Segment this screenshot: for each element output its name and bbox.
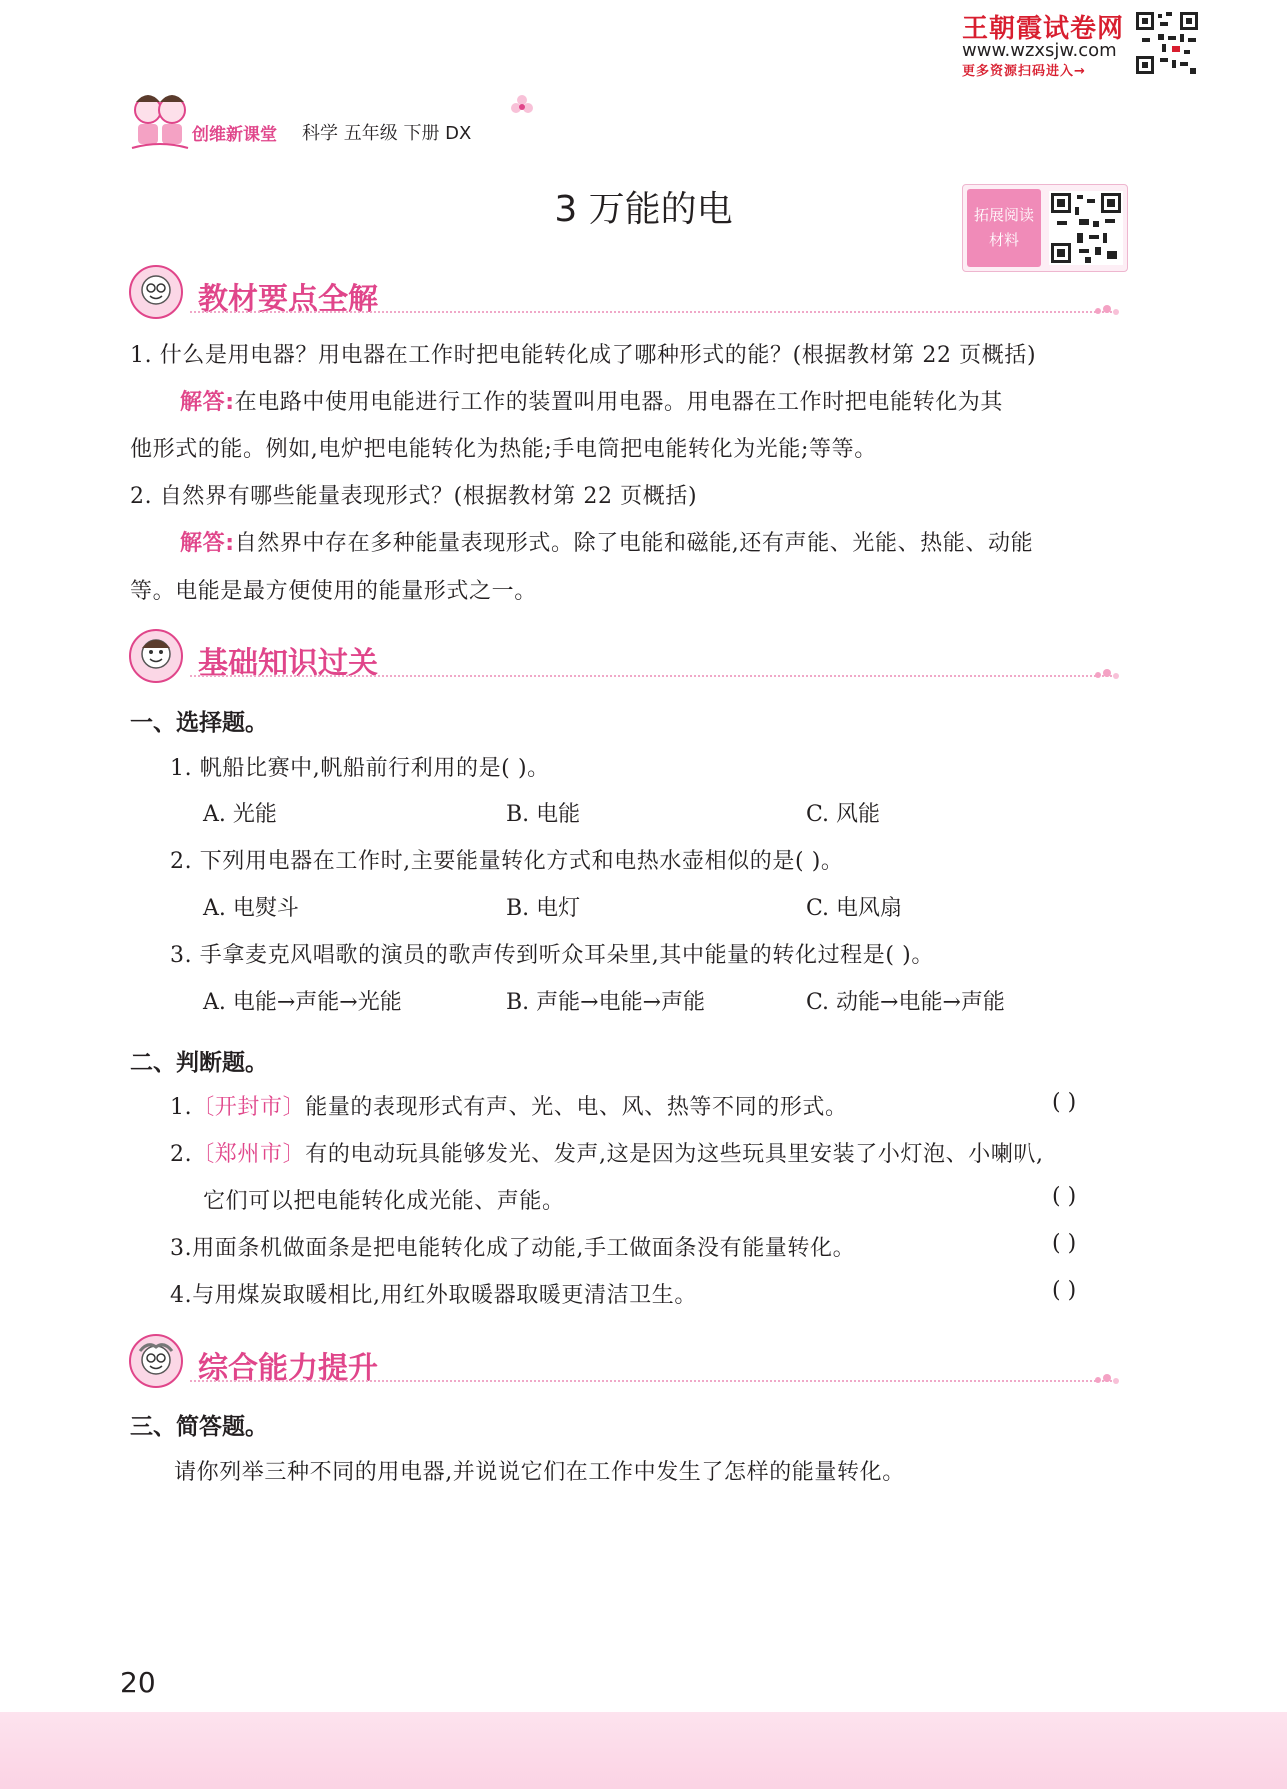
judge-heading: 二、判断题。: [130, 1050, 268, 1076]
section-divider: [190, 1380, 1116, 1382]
answer-text: 在电路中使用电能进行工作的装置叫用电器。用电器在工作时把电能转化为其: [234, 390, 1004, 415]
region-tag: 〔郑州市〕: [192, 1142, 306, 1167]
section-title: 综合能力提升: [198, 1351, 378, 1386]
footer-band: [0, 1712, 1287, 1789]
item-number: 2.: [170, 1142, 193, 1167]
judge-1-answer-blank[interactable]: ( ): [1052, 1090, 1077, 1115]
item-text: 与用煤炭取暖相比,用红外取暖器取暖更清洁卫生。: [192, 1283, 697, 1308]
dots-decoration-icon: [1092, 1373, 1122, 1387]
section-title: 基础知识过关: [198, 646, 378, 681]
short-answer-heading: 三、简答题。: [130, 1414, 268, 1440]
judge-item-4: [170, 1278, 697, 1309]
item-text: 能量的表现形式有声、光、电、风、热等不同的形式。: [305, 1095, 848, 1120]
section-title: 教材要点全解: [198, 282, 378, 317]
teacher-avatar-icon: [128, 264, 184, 320]
student-avatar-icon: [128, 628, 184, 684]
section-basics-header: [128, 628, 1116, 684]
key-point-answer-1-line-2: 他形式的能。例如,电炉把电能转化为热能;手电筒把电能转化为光能;等等。: [130, 437, 877, 462]
choice-2-option-b[interactable]: B. 电灯: [506, 896, 581, 921]
section-divider: [190, 675, 1116, 677]
choice-3-option-c[interactable]: C. 动能→电能→声能: [806, 990, 1005, 1015]
key-point-question-1: 1. 什么是用电器？用电器在工作时把电能转化成了哪种形式的能？(根据教材第 22 页概括): [130, 343, 1037, 368]
extension-label-1: 拓展阅读: [973, 206, 1034, 224]
choice-3-option-a[interactable]: A. 电能→声能→光能: [203, 990, 402, 1015]
short-answer-question: 请你列举三种不同的用电器,并说说它们在工作中发生了怎样的能量转化。: [174, 1460, 905, 1485]
section-ability-header: [128, 1333, 1116, 1389]
extension-reading-panel[interactable]: [962, 184, 1128, 272]
item-number: 1.: [170, 1095, 193, 1120]
choice-heading: 一、选择题。: [130, 710, 268, 736]
region-tag: 〔开封市〕: [192, 1095, 306, 1120]
choice-question-2: 2. 下列用电器在工作时,主要能量转化方式和电热水壶相似的是( )。: [170, 849, 844, 874]
item-text: 用面条机做面条是把电能转化成了动能,手工做面条没有能量转化。: [192, 1236, 856, 1261]
book-info: 科学 五年级 下册 DX: [302, 123, 472, 144]
judge-item-2: [170, 1137, 1044, 1168]
key-point-question-2: 2. 自然界有哪些能量表现形式？(根据教材第 22 页概括): [130, 484, 698, 509]
extension-qr-code-icon[interactable]: [1049, 191, 1123, 265]
page-number: 20: [120, 1666, 156, 1699]
judge-2-answer-blank[interactable]: ( ): [1052, 1184, 1077, 1209]
choice-3-option-b[interactable]: B. 声能→电能→声能: [506, 990, 706, 1015]
flower-decoration-icon: [508, 92, 536, 120]
judge-item-2-continuation: 它们可以把电能转化成光能、声能。: [203, 1189, 565, 1214]
choice-2-option-a[interactable]: A. 电熨斗: [203, 896, 299, 921]
extension-reading-badge: [967, 189, 1041, 267]
brand-url[interactable]: www.wzxsjw.com: [962, 40, 1117, 61]
lesson-title: 3 万能的电: [554, 189, 733, 230]
key-point-answer-1-line-1: [180, 385, 1003, 416]
answer-text: 自然界中存在多种能量表现形式。除了电能和磁能,还有声能、光能、热能、动能: [234, 531, 1034, 556]
section-key-points-header: [128, 264, 1116, 320]
judge-3-answer-blank[interactable]: ( ): [1052, 1231, 1077, 1256]
brand-qr-code-icon[interactable]: [1134, 10, 1200, 76]
item-number: 3.: [170, 1236, 193, 1261]
dots-decoration-icon: [1092, 304, 1122, 318]
answer-label: 解答:: [180, 390, 235, 415]
item-text: 有的电动玩具能够发光、发声,这是因为这些玩具里安装了小灯泡、小喇叭,: [305, 1142, 1044, 1167]
choice-1-option-b[interactable]: B. 电能: [506, 802, 581, 827]
series-name: 创维新课堂: [192, 125, 277, 145]
choice-question-1: 1. 帆船比赛中,帆船前行利用的是( )。: [170, 756, 550, 781]
kids-mascot-icon: [126, 88, 194, 156]
key-point-answer-2-line-2: 等。电能是最方便使用的能量形式之一。: [130, 579, 537, 604]
dots-decoration-icon: [1092, 668, 1122, 682]
choice-1-option-a[interactable]: A. 光能: [203, 802, 277, 827]
judge-item-3: [170, 1231, 855, 1262]
judge-item-1: [170, 1090, 848, 1121]
extension-label-2: 材料: [988, 231, 1019, 249]
brand-slogan: 更多资源扫码进入→: [962, 64, 1086, 79]
choice-2-option-c[interactable]: C. 电风扇: [806, 896, 903, 921]
scientist-avatar-icon: [128, 1333, 184, 1389]
brand-name: 王朝霞试卷网: [962, 14, 1125, 44]
item-number: 4.: [170, 1283, 193, 1308]
choice-question-3: 3. 手拿麦克风唱歌的演员的歌声传到听众耳朵里,其中能量的转化过程是( )。: [170, 943, 934, 968]
key-point-answer-2-line-1: [180, 526, 1033, 557]
choice-1-option-c[interactable]: C. 风能: [806, 802, 881, 827]
section-divider: [190, 311, 1116, 313]
judge-4-answer-blank[interactable]: ( ): [1052, 1278, 1077, 1303]
answer-label: 解答:: [180, 531, 235, 556]
